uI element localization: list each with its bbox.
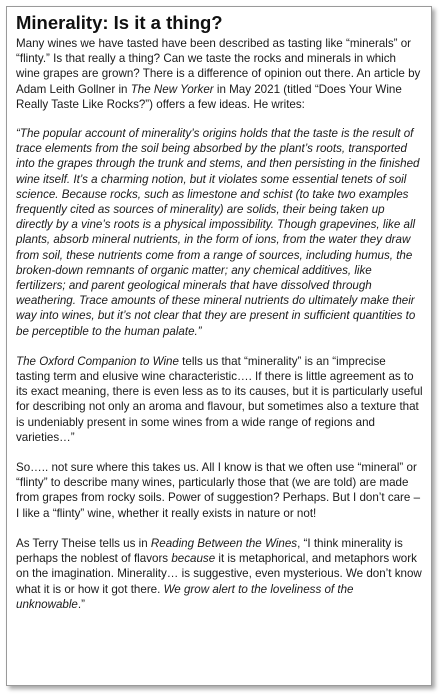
oxford-book-title: The Oxford Companion to Wine <box>16 354 179 368</box>
article-title: Minerality: Is it a thing? <box>16 12 223 33</box>
opinion-paragraph: So….. not sure where this takes us. All I know is that we often use “mineral” or “flinty” to describe many wines, particularly those that (we are told) are made from grapes from rocky soils. Power of suggestion? Perhaps. But I don’t care – I like a “flinty” wine, whether it really exists in nature or not! <box>16 461 421 520</box>
theise-ending: We grow alert to the loveliness of the unknowable <box>16 582 354 611</box>
theise-text-1: As Terry Theise tells us in <box>16 536 151 550</box>
oxford-paragraph <box>16 354 423 445</box>
intro-paragraph <box>16 36 423 112</box>
article-panel <box>6 6 432 686</box>
theise-paragraph <box>16 536 423 612</box>
magazine-name: The New Yorker <box>130 82 214 96</box>
theise-text-2: , “I think minerality is perhaps the noblest of flavors <box>16 536 403 566</box>
new-yorker-quote: “The popular account of minerality’s origins holds that the taste is the result of trace elements from the soil being absorbed by the plant’s roots, transported into the grapes through the trunk and stems, and then persisting in the finished wine itself. It’s a charming notion, but it violates some essential tenets of soil science. Because rocks, such as limestone and schist (to take two examples frequently cited as sources of minerality) are solids, their being taken up directly by a vine’s roots is a physical impossibility. Though grapevines, like all plants, absorb mineral nutrients, in the form of ions, from the water they draw from soil, these nutrients come from a range of sources, including humus, the broken-down remnants of organic matter; any chemical additives, like fertilizers; and parent geological minerals that have dissolved through weathering. Trace amounts of these mineral nutrients do ultimately make their way into wines, but it’s not clear that they are present in sufficient quantities to be perceptible to the human palate.” <box>16 127 420 338</box>
theise-close: .” <box>77 597 85 611</box>
oxford-text: tells us that “minerality” is an “imprecise tasting term and elusive wine characteristic…. If there is little agreement as to its exact meaning, there is even less as to its causes, but it is particularly useful for describing not only an aroma and flavour, but sometimes also a texture that is undeniably present in some wines from a wide range of regions and varieties…” <box>16 354 423 444</box>
theise-text-3: it is metaphorical, and metaphors work on the imagination. Minerality… is suggestive, even mysterious. We don’t know what it is or how it got there. <box>16 552 422 596</box>
theise-book-title: Reading Between the Wines <box>150 536 298 550</box>
intro-text-end: in May 2021 (titled “Does Your Wine Really Taste Like Rocks?”) offers a few ideas. He writes: <box>16 82 402 111</box>
theise-because: because <box>171 552 216 566</box>
intro-text-start: Many wines we have tasted have been described as tasting like “minerals” or “flinty.” Is that really a thing? Can we taste the rocks and minerals in which wine grapes are grown? There is a difference of opinion out there. An article by Adam Leith Gollner in <box>16 37 421 96</box>
